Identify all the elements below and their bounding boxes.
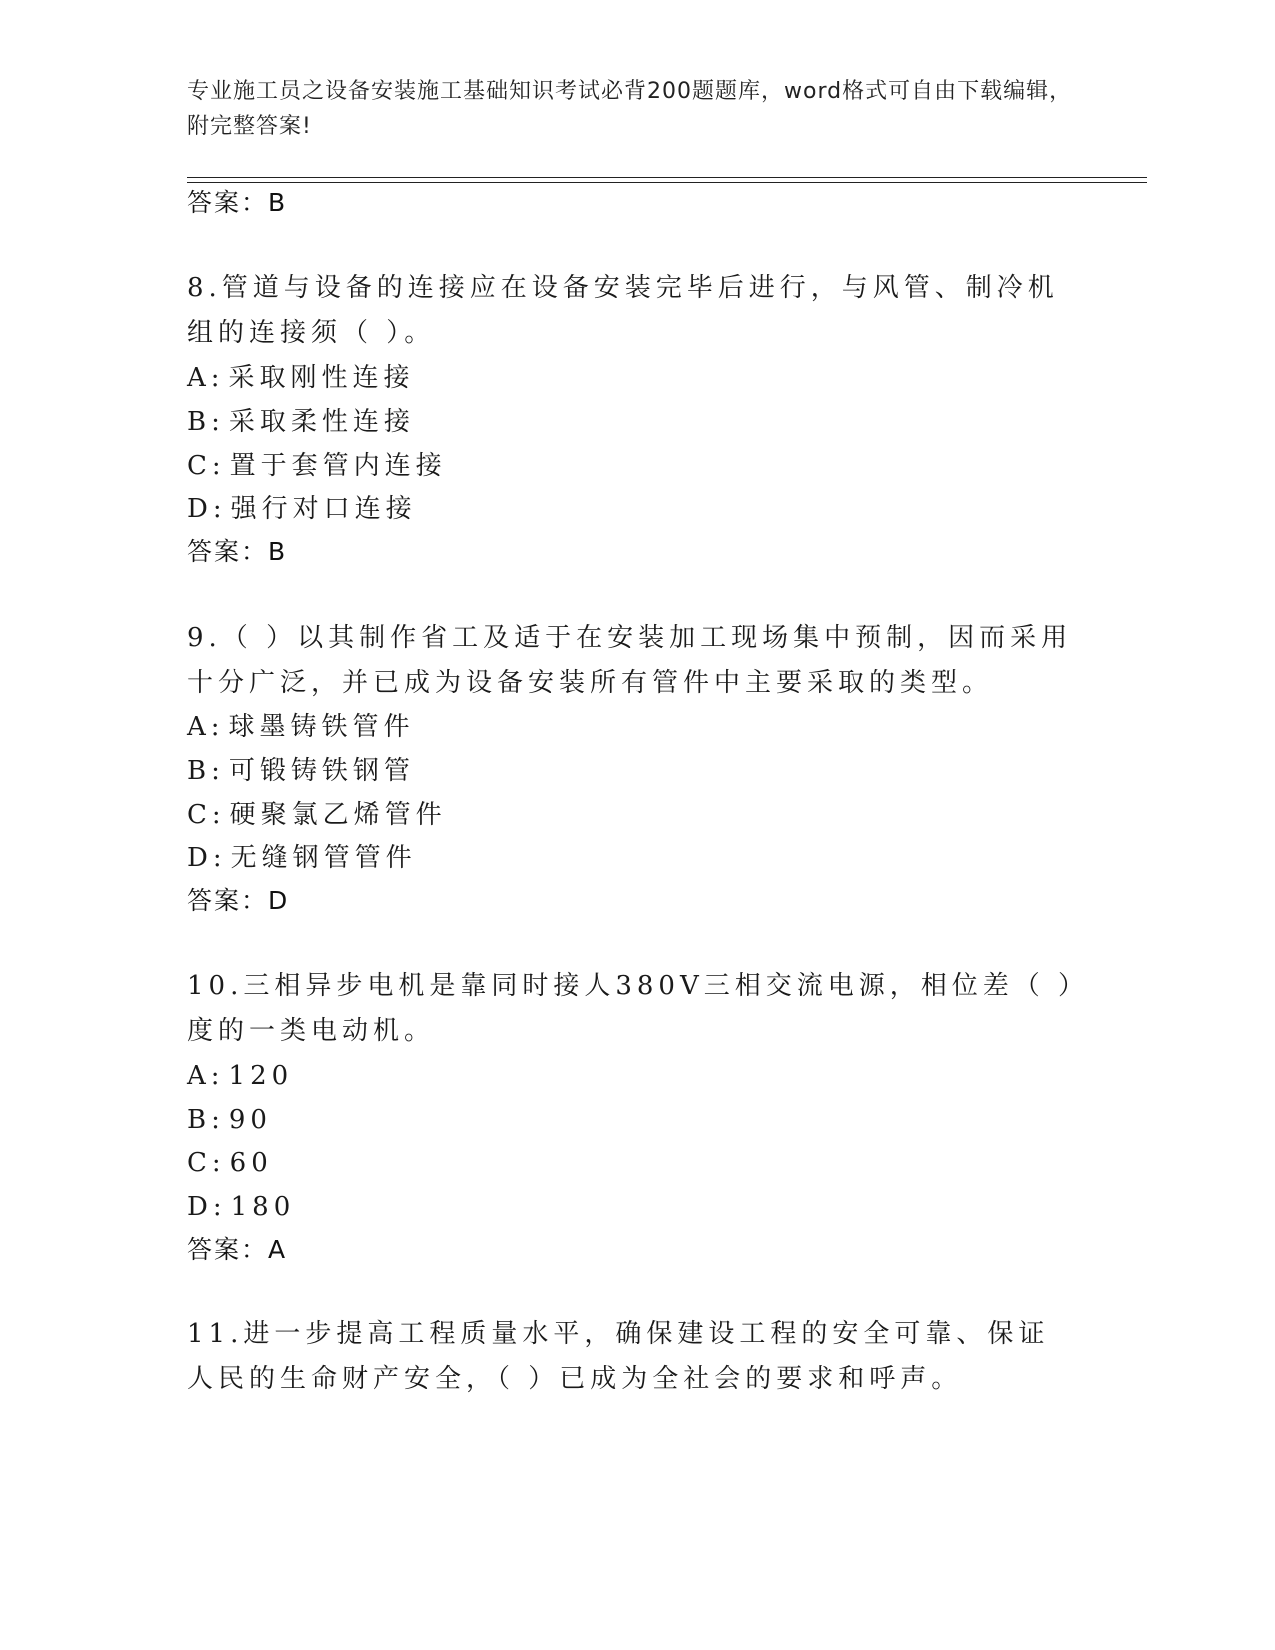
option-text: 120 (228, 1061, 294, 1091)
question-8-option-c (187, 449, 447, 483)
question-9-option-b (187, 754, 415, 788)
option-text: 采取柔性连接 (228, 407, 415, 437)
question-8-option-a (187, 361, 415, 395)
option-text: 60 (229, 1148, 273, 1178)
option-text: 置于套管内连接 (229, 451, 447, 481)
option-key: A: (187, 712, 225, 742)
question-9-option-c (187, 798, 447, 832)
question-8-option-b (187, 405, 415, 439)
question-9-answer: 答案：D (187, 886, 290, 915)
option-key: B: (187, 407, 225, 437)
option-key: C: (187, 800, 226, 830)
option-text: 90 (228, 1105, 272, 1135)
answer-line: 答案：B (187, 188, 288, 217)
option-text: 可锻铸铁钢管 (228, 756, 415, 786)
option-key: A: (187, 1061, 225, 1091)
question-8-option-d (187, 492, 417, 526)
header-divider-top (187, 177, 1147, 178)
option-text: 180 (230, 1192, 296, 1222)
option-key: D: (187, 843, 227, 873)
header-divider-bottom (187, 182, 1147, 183)
question-8-answer: 答案：B (187, 537, 288, 566)
option-key: B: (187, 1105, 225, 1135)
option-key: D: (187, 494, 227, 524)
option-key: C: (187, 1148, 226, 1178)
option-text: 硬聚氯乙烯管件 (229, 800, 447, 830)
document-header: 专业施工员之设备安装施工基础知识考试必背200题题库，word格式可自由下载编辑，附完整答案! (187, 79, 1073, 139)
question-9-option-a (187, 710, 415, 744)
option-text: 球墨铸铁管件 (228, 712, 415, 742)
question-10-option-b (187, 1103, 272, 1137)
question-10-option-a (187, 1059, 293, 1093)
option-key: D: (187, 1192, 227, 1222)
option-key: A: (187, 363, 225, 393)
question-10-text: 10.三相异步电机是靠同时接人380V三相交流电源，相位差（ ）度的一类电动机。 (187, 971, 1077, 1046)
option-key: B: (187, 756, 225, 786)
question-8-text: 8.管道与设备的连接应在设备安装完毕后进行，与风管、制冷机组的连接须（ ）。 (187, 273, 1059, 348)
question-11-text: 11.进一步提高工程质量水平，确保建设工程的安全可靠、保证人民的生命财产安全，（ ）已成为全社会的要求和呼声。 (187, 1319, 1050, 1394)
option-text: 采取刚性连接 (228, 363, 415, 393)
question-10-option-d (187, 1190, 295, 1224)
question-10-option-c (187, 1146, 273, 1180)
question-9-option-d (187, 841, 417, 875)
question-9-text: 9.（ ）以其制作省工及适于在安装加工现场集中预制，因而采用十分广泛，并已成为设备安装所有管件中主要采取的类型。 (187, 623, 1073, 698)
question-10-answer: 答案：A (187, 1235, 288, 1264)
document-page (187, 0, 1147, 1650)
option-key: C: (187, 451, 226, 481)
option-text: 无缝钢管管件 (230, 843, 417, 873)
option-text: 强行对口连接 (230, 494, 417, 524)
